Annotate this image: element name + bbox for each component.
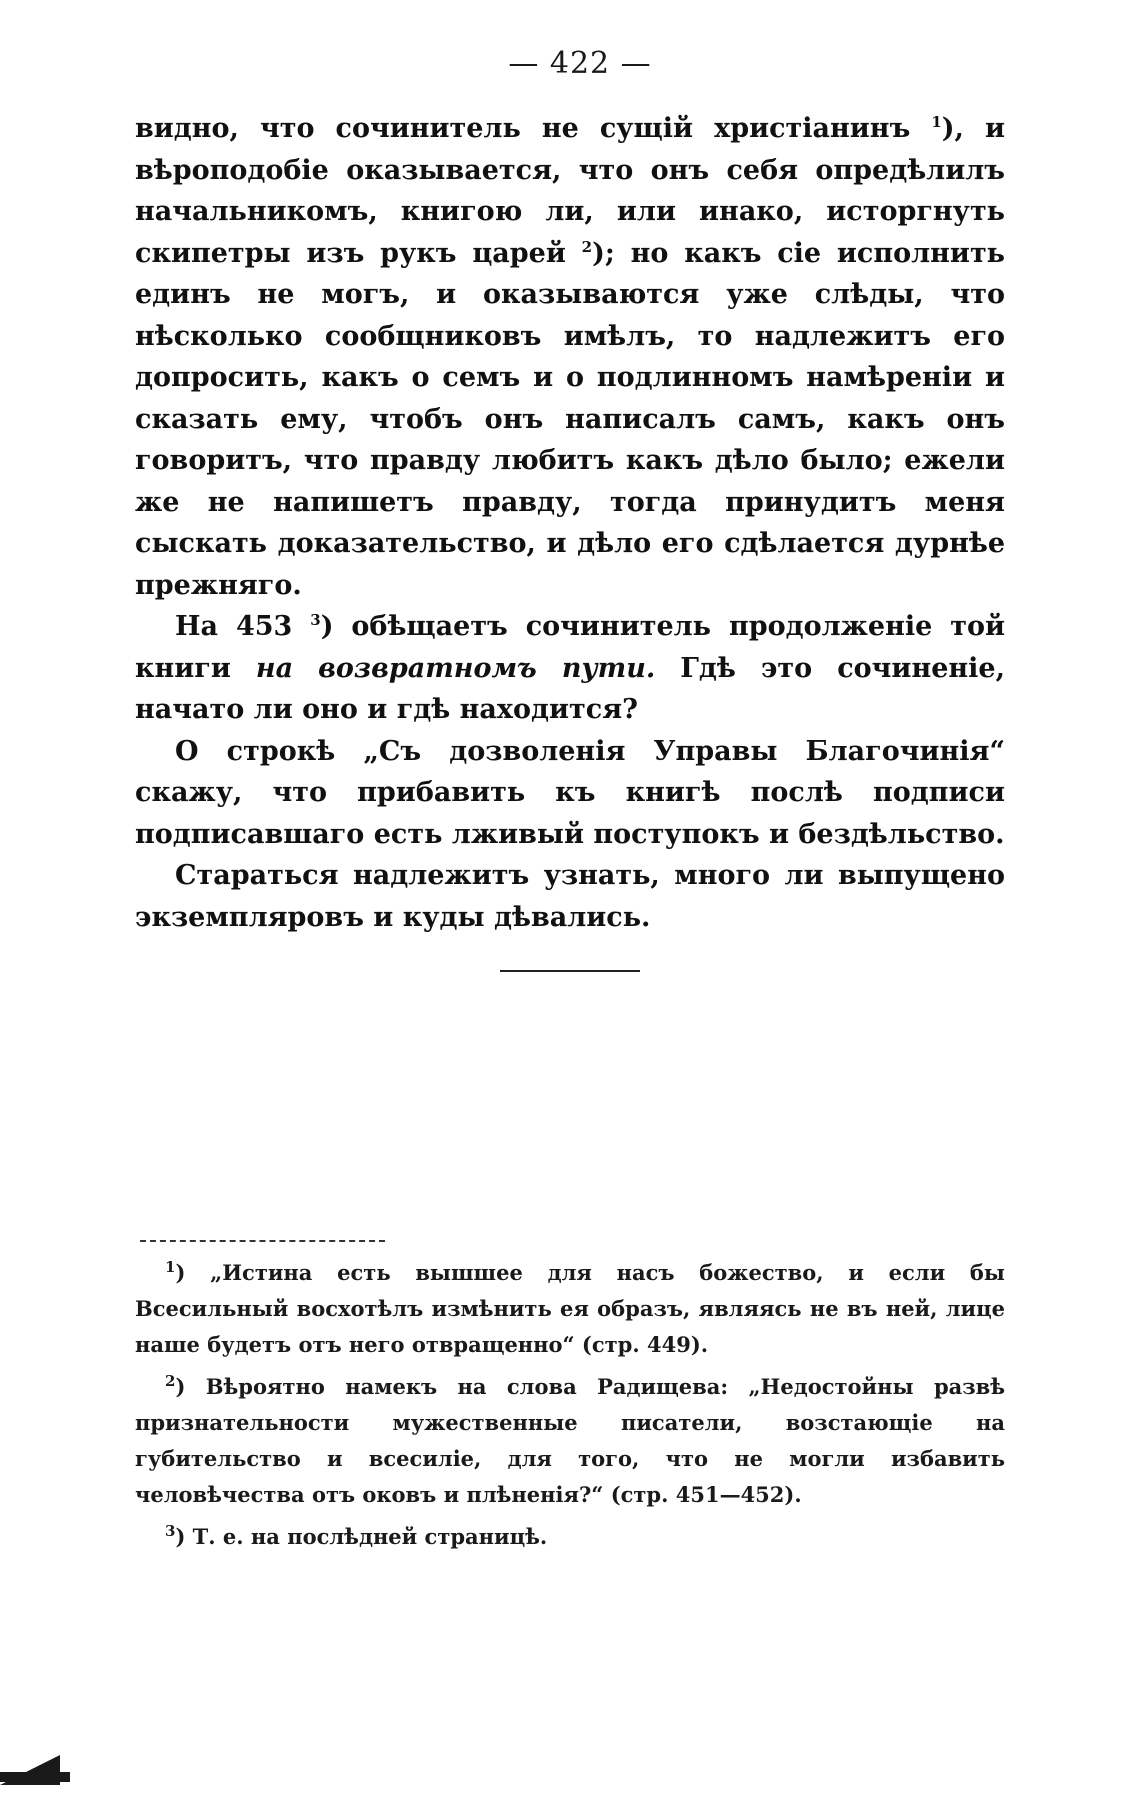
footnote-2-text: ) Вѣроятно намекъ на слова Радищева: „Недостойны развѣ признательности мужественные писатели, возстающіе на губительство и всесиліе, для того, что не могли избавить человѣчества отъ оковъ и плѣненія?“ (стр. 451—452). xyxy=(135,1374,1005,1507)
footnote-ref-3: 3 xyxy=(310,611,321,629)
footnote-3-marker: 3 xyxy=(165,1522,176,1540)
paragraph-2-text-a: На 453 xyxy=(175,611,311,642)
footnote-ref-1: 1 xyxy=(931,113,942,131)
paragraph-1-text-c: ); но какъ сіе исполнить единъ не могъ, и оказываются уже слѣды, что нѣсколько сообщниковъ имѣлъ, то надлежитъ его допросить, какъ о семъ и о подлинномъ намѣреніи и сказать ему, чтобъ онъ написалъ самъ, какъ онъ говоритъ, что правду любитъ какъ дѣло было; ежели же не напишетъ правду, тогда принудитъ меня сыскать доказательство, и дѣло его сдѣлается дурнѣе прежняго. xyxy=(135,237,1006,601)
footnotes xyxy=(135,1255,1005,1561)
footnote-3-text: ) Т. е. на послѣдней страницѣ. xyxy=(175,1524,548,1549)
main-text xyxy=(135,108,1005,938)
footnote-1 xyxy=(135,1255,1005,1363)
footnote-ref-2: 2 xyxy=(581,237,593,256)
footnote-1-marker: 1 xyxy=(165,1258,176,1276)
paragraph-2-text-c: Гдѣ это сочиненіе, начато ли оно и гдѣ находится? xyxy=(135,652,1005,725)
section-divider xyxy=(500,970,640,972)
footnote-2 xyxy=(135,1369,1005,1513)
paragraph-4: Стараться надлежитъ узнать, много ли выпущено экземпляровъ и куды дѣвались. xyxy=(135,860,1005,933)
paragraph-2-text-b: ) обѣщаетъ сочинитель продолженіе той книги xyxy=(135,611,1005,684)
page-number: — 422 — xyxy=(508,46,652,81)
footnote-3 xyxy=(135,1519,1005,1555)
scan-edge-shadow xyxy=(0,1772,70,1782)
paragraph-2 xyxy=(135,606,1005,731)
paragraph-1-text-a: видно, что сочинитель не сущій христіанинъ xyxy=(135,113,932,144)
footnote-divider xyxy=(140,1240,385,1242)
paragraph-1-text-b: ), и вѣроподобіе оказывается, что онъ себя опредѣлилъ начальникомъ, книгою ли, или инако, исторгнуть скипетры изъ рукъ царей xyxy=(135,113,1005,269)
paragraph-2-italic: на возвратномъ пути. xyxy=(255,652,656,684)
footnote-1-text: ) „Истина есть вышшее для насъ божество, и если бы Всесильный восхотѣлъ измѣнить ея образъ, являясь не въ ней, лице наше будетъ отъ него отвращенно“ (стр. 449). xyxy=(135,1260,1005,1357)
paragraph-3: О строкѣ „Съ дозволенія Управы Благочинія“ скажу, что прибавить къ книгѣ послѣ подписи подписавшаго есть лживый поступокъ и бездѣльство. xyxy=(135,735,1005,850)
paragraph-1 xyxy=(135,108,1005,606)
footnote-2-marker: 2 xyxy=(165,1372,176,1390)
